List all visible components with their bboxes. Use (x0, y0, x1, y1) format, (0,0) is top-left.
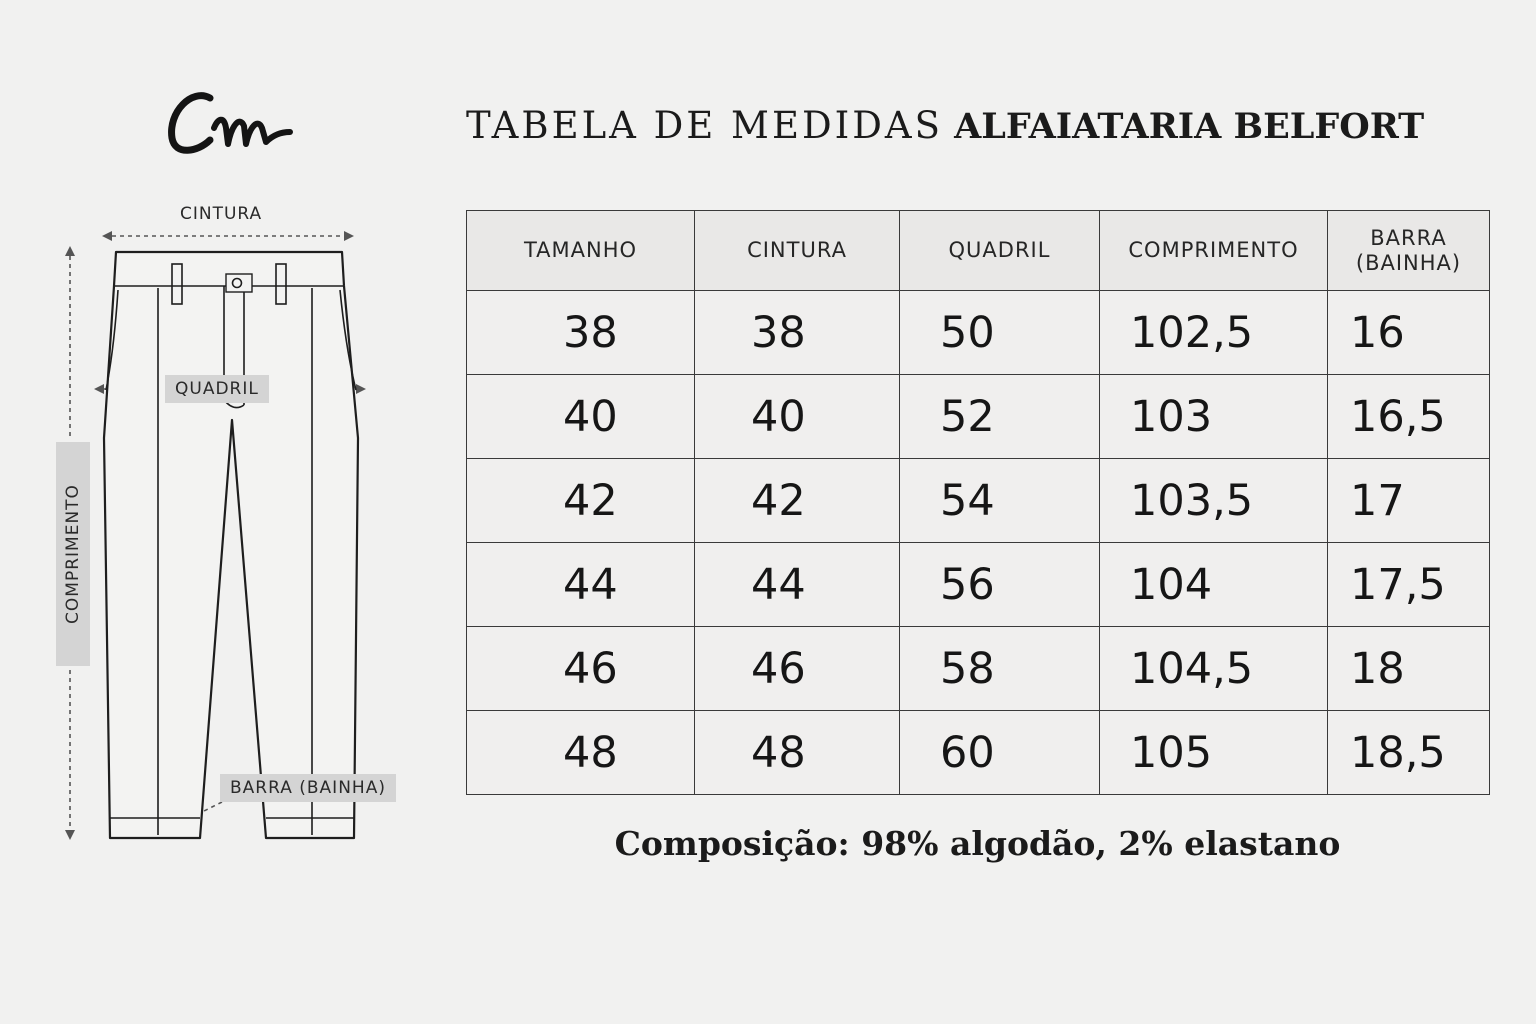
cell-comprimento: 102,5 (1100, 291, 1328, 375)
cell-barra: 17,5 (1328, 543, 1490, 627)
cell-tamanho: 42 (467, 459, 695, 543)
cell-barra: 18,5 (1328, 711, 1490, 795)
cell-barra: 16,5 (1328, 375, 1490, 459)
cell-cintura: 42 (695, 459, 900, 543)
page-title (466, 104, 1424, 147)
cell-cintura: 46 (695, 627, 900, 711)
cell-tamanho: 44 (467, 543, 695, 627)
cell-comprimento: 104 (1100, 543, 1328, 627)
table-row (467, 375, 1490, 459)
cell-tamanho: 38 (467, 291, 695, 375)
header-barra-line1: BARRA (1370, 226, 1447, 251)
table-row (467, 543, 1490, 627)
table-row (467, 711, 1490, 795)
header-cintura: CINTURA (695, 211, 900, 291)
cell-cintura: 38 (695, 291, 900, 375)
cell-barra: 18 (1328, 627, 1490, 711)
brand-name: ALFAIATARIA BELFORT (954, 106, 1425, 147)
composition-note: Composição: 98% algodão, 2% elastano (614, 824, 1341, 863)
cell-tamanho: 40 (467, 375, 695, 459)
label-cintura: CINTURA (180, 204, 263, 224)
size-table (466, 210, 1490, 795)
cell-tamanho: 46 (467, 627, 695, 711)
cell-comprimento: 104,5 (1100, 627, 1328, 711)
table-row (467, 459, 1490, 543)
header-quadril: QUADRIL (900, 211, 1100, 291)
table-header-row (467, 211, 1490, 291)
cell-cintura: 48 (695, 711, 900, 795)
header-barra-line2: (BAINHA) (1355, 250, 1462, 275)
label-comprimento: COMPRIMENTO (63, 484, 83, 624)
cell-tamanho: 48 (467, 711, 695, 795)
cell-quadril: 52 (900, 375, 1100, 459)
header-comprimento: COMPRIMENTO (1100, 211, 1328, 291)
logo-signature-icon (162, 82, 302, 167)
table-row (467, 291, 1490, 375)
trousers-drawing (40, 190, 460, 860)
table-row (467, 627, 1490, 711)
cell-barra: 16 (1328, 291, 1490, 375)
cell-comprimento: 103 (1100, 375, 1328, 459)
cell-quadril: 58 (900, 627, 1100, 711)
cell-cintura: 44 (695, 543, 900, 627)
header-barra (1328, 211, 1490, 291)
cell-quadril: 56 (900, 543, 1100, 627)
brand-logo (162, 82, 302, 167)
cell-quadril: 54 (900, 459, 1100, 543)
cell-quadril: 60 (900, 711, 1100, 795)
title-text: TABELA DE MEDIDAS (466, 104, 943, 147)
label-quadril: QUADRIL (165, 375, 269, 403)
header-tamanho: TAMANHO (467, 211, 695, 291)
cell-cintura: 40 (695, 375, 900, 459)
cell-barra: 17 (1328, 459, 1490, 543)
cell-comprimento: 105 (1100, 711, 1328, 795)
cell-quadril: 50 (900, 291, 1100, 375)
label-barra: BARRA (BAINHA) (220, 774, 396, 802)
trousers-diagram (40, 190, 460, 860)
cell-comprimento: 103,5 (1100, 459, 1328, 543)
label-comprimento-box (56, 442, 90, 666)
